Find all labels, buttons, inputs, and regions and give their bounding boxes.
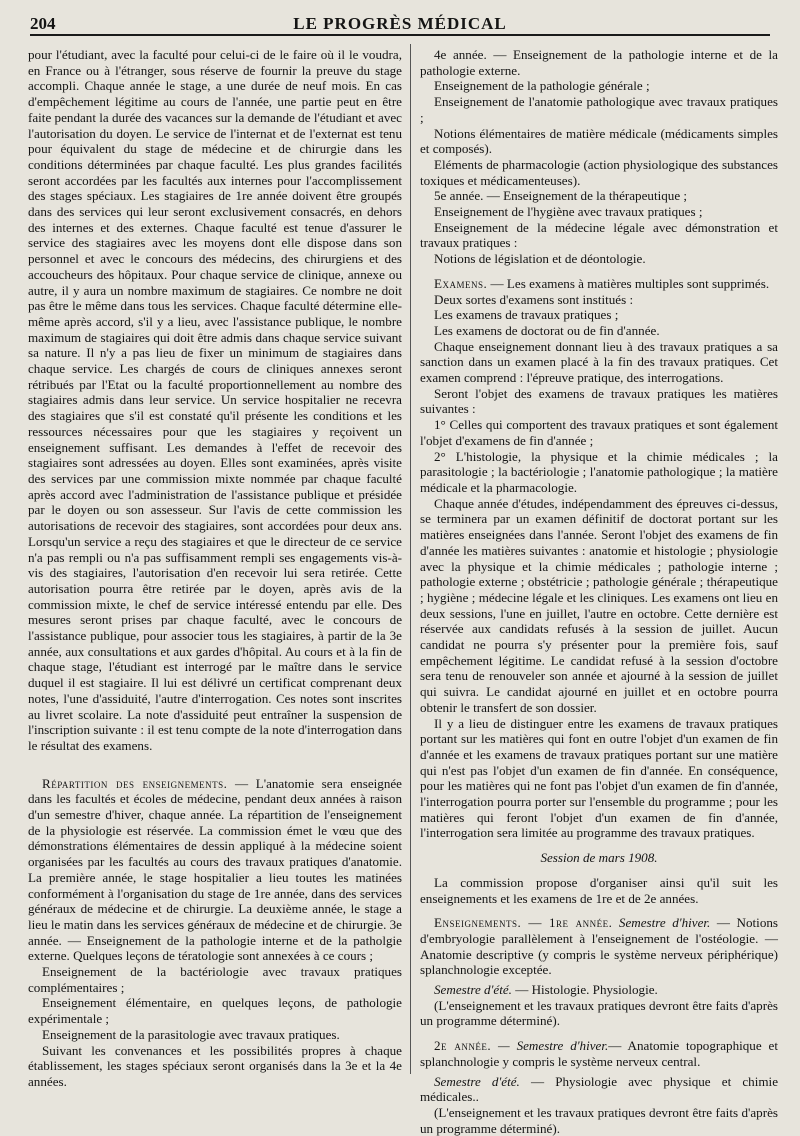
paragraph: Enseignement élémentaire, en quelques leçons, de pathologie expérimentale ; xyxy=(28,995,402,1027)
session-heading: Session de mars 1908. xyxy=(540,850,658,866)
column-divider xyxy=(410,44,411,1074)
paragraph: Seront l'objet des examens de travaux pratiques les matières suivantes : xyxy=(420,385,778,417)
paragraph: Deux sortes d'examens sont institués : xyxy=(434,291,634,307)
paragraph: Semestre d'été. — Physiologie avec physique et chimie médicales.. xyxy=(420,1073,779,1105)
paragraph: (L'enseignement et les travaux pratiques devront être faits d'après un programme déterminé). xyxy=(420,997,778,1029)
paragraph: La commission propose d'organiser ainsi qu'il suit les enseignements et les examens de 1re et de 2e années. xyxy=(420,874,778,906)
page-header xyxy=(30,10,770,36)
section-lead: Répartition des enseignements. xyxy=(42,775,228,791)
paragraph: Enseignement de la médecine légale avec démonstration et travaux pratiques : xyxy=(420,219,778,251)
paragraph: Eléments de pharmacologie (action physiologique des substances toxiques et médicamenteuses). xyxy=(420,156,778,188)
paragraph: 2° L'histologie, la physique et la chimie médicales ; la parasitologie ; la bactériologie ; l'anatomie pathologique ; la matière médicale et la pharmacologie. xyxy=(420,448,778,495)
paragraph: (L'enseignement et les travaux pratiques devront être faits d'après un programme déterminé). xyxy=(420,1105,778,1136)
journal-title: LE PROGRÈS MÉDICAL xyxy=(293,14,507,33)
paragraph: Enseignements. — 1re année. Semestre d'hiver. — Notions d'embryologie parallèlement à l'enseignement de l'ostéologie. — Anatomie descriptive (y compris le système nerveux périphérique) splanchnologie exceptée. xyxy=(420,915,779,978)
paragraph: Enseignement de la parasitologie avec travaux pratiques. xyxy=(42,1026,340,1042)
paragraph: Enseignement de la bactériologie avec travaux pratiques complémentaires ; xyxy=(28,964,402,995)
paragraph: Suivant les convenances et les possibilités propres à chaque établissement, les stages spéciaux seront organisés dans la 3e et la 4e années. xyxy=(28,1042,402,1089)
left-column xyxy=(28,47,402,1090)
section-lead: Enseignements. — 1re année. xyxy=(434,915,613,931)
paragraph: Semestre d'été. — Histologie. Physiologie. xyxy=(434,982,658,998)
paragraph: 1° Celles qui comportent des travaux pratiques et sont également l'objet d'examens de fin d'année ; xyxy=(420,417,778,448)
paragraph: Les examens de travaux pratiques ; xyxy=(434,307,619,323)
paragraph: Enseignement de la pathologie générale ; xyxy=(434,78,650,94)
paragraph: 4e année. — Enseignement de la pathologie interne et de la pathologie externe. xyxy=(420,47,778,78)
paragraph: Enseignement de l'anatomie pathologique avec travaux pratiques ; xyxy=(420,94,778,125)
page-number: 204 xyxy=(30,14,56,33)
paragraph: Les examens de doctorat ou de fin d'année. xyxy=(434,322,660,338)
right-column xyxy=(420,47,778,1136)
paragraph: Chaque année d'études, indépendamment des épreuves ci-dessus, se terminera par un examen définitif de doctorat portant sur les matières enseignées dans l'année. Seront l'objet des examens de fin d'année les matières suivantes : anatomie et histologie ; physiologie avec la physique et la chimie médicales ; pathologie interne ; pathologie externe ; obstétricie ; pathologie générale ; thérapeutique ; hygiène ; médecine légale et les cliniques. Les examens ont lieu en deux sessions, l'une en juillet, l'autre en octobre. Cette dernière est réservée aux candidats refusés à la session de juillet. Aucun candidat ne pourra s'y présenter pour la première fois, sauf empêchement légitime. Le candidat refusé à la session d'octobre sera tenu de renouveler son année et ajourné à la session de juillet qui suivra. Le candidat ajourné en juillet et en octobre pourra obtenir le transfert de son dossier. xyxy=(420,495,778,715)
header-rule xyxy=(30,34,770,36)
paragraph: Répartition des enseignements. — L'anatomie sera enseignée dans les facultés et écoles de médecine, pendant deux années à raison d'un semestre d'hiver, chaque année. La répartition de l'enseignement de la physiologie est réservée. La commission émet le vœu que des démonstrations élémentaires de dessin appliqué à la médecine soient organisées par les facultés au cours des travaux pratiques d'anatomie. La première année, le stage hospitalier a lieu toutes les matinées conformément à l'organisation du stage de 1re année, dans des services généraux de médecine et de chirurgie. La deuxième année, le stage a lieu le matin dans les services généraux de médecine et de chirurgie. 3e année. — Enseignement de la pathologie interne et de la patholgie externe. Quelques leçons de tératologie sont annexées à ce cours ; xyxy=(28,775,402,964)
paragraph: Examens. — Les examens à matières multiples sont supprimés. xyxy=(434,275,770,291)
paragraph: Notions de législation et de déontologie. xyxy=(434,251,646,267)
paragraph: Il y a lieu de distinguer entre les examens de travaux pratiques portant sur les matières qui font en outre l'objet d'un examen de fin d'année et les examens de travaux pratiques portant sur une matière qui n'est pas l'objet d'un examen de fin d'année. En conséquence, pour les matières qui ne font pas l'objet d'un examen de fin d'année, l'interrogation pourra porter sur l'ensemble du programme ; pour les matières qui feront l'objet d'un examen de fin d'année, l'interrogation sera limitée au programme des travaux pratiques. xyxy=(420,715,778,841)
paragraph: Enseignement de l'hygiène avec travaux pratiques ; xyxy=(434,204,703,220)
section-lead: Examens. xyxy=(434,275,488,291)
paragraph: Notions élémentaires de matière médicale (médicaments simples et composés). xyxy=(420,125,778,157)
paragraph: 2e année. — Semestre d'hiver.— Anatomie topographique et splanchnologie y compris le système nerveux central. xyxy=(420,1038,778,1069)
paragraph: 5e année. — Enseignement de la thérapeutique ; xyxy=(434,188,688,204)
paragraph: Chaque enseignement donnant lieu à des travaux pratiques a sa sanction dans un examen placé à la fin des travaux pratiques. Cet examen comprend : l'épreuve pratique, des interrogations. xyxy=(420,338,778,386)
paragraph: pour l'étudiant, avec la faculté pour celui-ci de le faire où il le voudra, en France ou à l'étranger, sous réserve de fournir la preuve du stage accompli. Chaque année le stage, a une durée de neuf mois. En cas d'empêchement légitime au cours de l'année, une partie peut en être faite pendant la durée des vacances sur la demande de l'étudiant et avec l'autorisation du doyen. Le service de l'internat et de l'externat est tenu pour équivalent du stage de médecine et de chirurgie dans les conditions déterminées par chaque faculté. Les plus grandes facilités seront accordées par les facultés aux internes pour l'accomplissement des stages spéciaux. Les stagiaires de 1re année doivent être groupés dans des services qui leur seront exclusivement consacrés, en dehors des internes et des externes. Chaque faculté est tenue d'assurer le service des stagiaires avec les moyens dont elle dispose dans son personnel et avec le concours des médecins, des chirurgiens et des accoucheurs des hôpitaux. Pour chaque service de clinique, annexe ou autre, il y aura un nombre maximum de stagiaires. Ce nombre ne doit pas être le même dans tous les services. Chaque faculté détermine elle-même après accord, s'il y a lieu, avec l'assistance publique, le nombre maximum de stagiaires qui doit être admis dans chaque service suivant sa nature. Il n'y a pas lieu de fixer un minimum de stagiaires dans chaque service. Les chargés de cours de cliniques annexes seront rétribués par l'Etat ou la faculté proportionnellement au nombre des stagiaires admis dans leur service. Un service hospitalier ne recevra des stagiaires que s'il est constaté qu'il présente les conditions et les ressources nécessaires pour que les stagiaires y reçoivent un enseignement suffisant. Les demandes à l'effet de recevoir des stagiaires sont adressées au doyen. Elles sont examinées, après visite des services par une commission mixte nommée par chaque faculté après accord avec l'administration de l'assistance publique et présidée par le doyen ou son assesseur. Sur l'avis de cette commission les autorisations de recevoir des stagiaires, sont accordées pour deux ans. Lorsqu'un service a reçu des stagiaires et que le directeur de ce service n'a pas rempli ou n'a pas suffisamment rempli ses engagements vis-à-vis des stagiaires, l'autorisation d'en recevoir lui sera retirée. Cette autorisation pourra être retirée par le doyen, après avis de la commission mixte, le chef de service intéressé entendu par elle. Des mesures seront prises par chaque faculté, avec le concours de l'assistance publique, pour associer tous les stagiaires, à partir de la 3e année, aux consultations et aux gardes d'hôpital. Au cours et à la fin de chaque stage, l'étudiant est interrogé par le maître dans le service duquel il est stagiaire. Il lui est délivré un certificat comprenant deux notes, l'une d'assiduité, l'autre d'interrogation. Ces notes sont inscrites au livret scolaire. La note d'assiduité peut entraîner la suspension de l'inscription suivante : il est tenu compte de la note d'interrogation dans le résultat des examens. xyxy=(28,47,402,753)
